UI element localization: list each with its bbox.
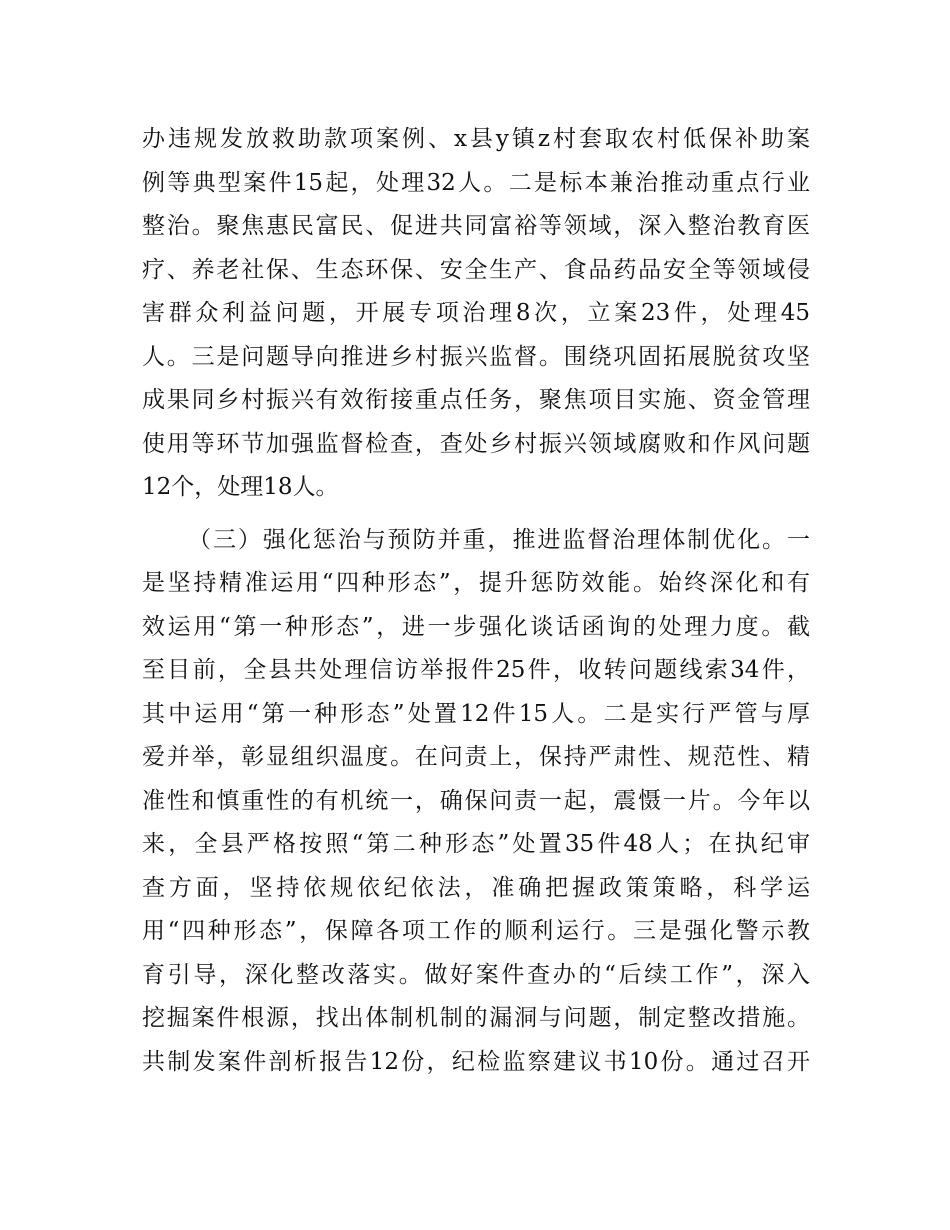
text-line: 其中运用“第一种形态”处置12件15人。二是实行严管与厚 bbox=[142, 700, 810, 727]
text-line: 害群众利益问题，开展专项治理8次，立案23件，处理45 bbox=[142, 300, 810, 326]
text-line: 疗、养老社保、生态环保、安全生产、食品药品安全等领域侵 bbox=[142, 256, 810, 283]
text-line: 育引导，深化整改落实。做好案件查办的“后续工作”，深入 bbox=[142, 961, 810, 988]
text-line: 来，全县严格按照“第二种形态”处置35件48人；在执纪审 bbox=[142, 831, 810, 857]
section-heading-line: （三）强化惩治与预防并重，推进监督治理体制优化。一 bbox=[188, 526, 810, 553]
text-line: 12个，处理18人。 bbox=[142, 474, 339, 500]
text-line: 整治。聚焦惠民富民、促进共同富裕等领域，深入整治教育医 bbox=[142, 213, 810, 239]
text-line: 准性和慎重性的有机统一，确保问责一起，震慑一片。今年以 bbox=[142, 787, 810, 814]
paragraph-spacer bbox=[142, 510, 810, 519]
text-line: 使用等环节加强监督检查，查处乡村振兴领域腐败和作风问题 bbox=[142, 430, 810, 457]
text-line: 成果同乡村振兴有效衔接重点任务，聚焦项目实施、资金管理 bbox=[142, 387, 810, 413]
text-line: 查方面，坚持依规依纪依法，准确把握政策策略，科学运 bbox=[142, 874, 810, 901]
text-line: 共制发案件剖析报告12份，纪检监察建议书10份。通过召开 bbox=[142, 1048, 810, 1075]
document-body bbox=[142, 118, 810, 1084]
text-line: 效运用“第一种形态”，进一步强化谈话函询的处理力度。截 bbox=[142, 613, 810, 640]
text-line: 挖掘案件根源，找出体制机制的漏洞与问题，制定整改措施。 bbox=[142, 1005, 810, 1031]
text-line: 办违规发放救助款项案例、x县y镇z村套取农村低保补助案 bbox=[142, 126, 810, 152]
text-line: 例等典型案件15起，处理32人。二是标本兼治推动重点行业 bbox=[142, 169, 810, 196]
paragraph-case-handling bbox=[142, 118, 810, 510]
text-line: 用“四种形态”，保障各项工作的顺利运行。三是强化警示教 bbox=[142, 918, 810, 944]
text-line: 至目前，全县共处理信访举报件25件，收转问题线索34件， bbox=[142, 657, 810, 683]
text-line: 爱并举，彰显组织温度。在问责上，保持严肃性、规范性、精 bbox=[142, 744, 810, 770]
paragraph-section-three bbox=[142, 519, 810, 1085]
text-line: 是坚持精准运用“四种形态”，提升惩防效能。始终深化和有 bbox=[142, 570, 810, 596]
text-line: 人。三是问题导向推进乡村振兴监督。围绕巩固拓展脱贫攻坚 bbox=[142, 343, 810, 370]
